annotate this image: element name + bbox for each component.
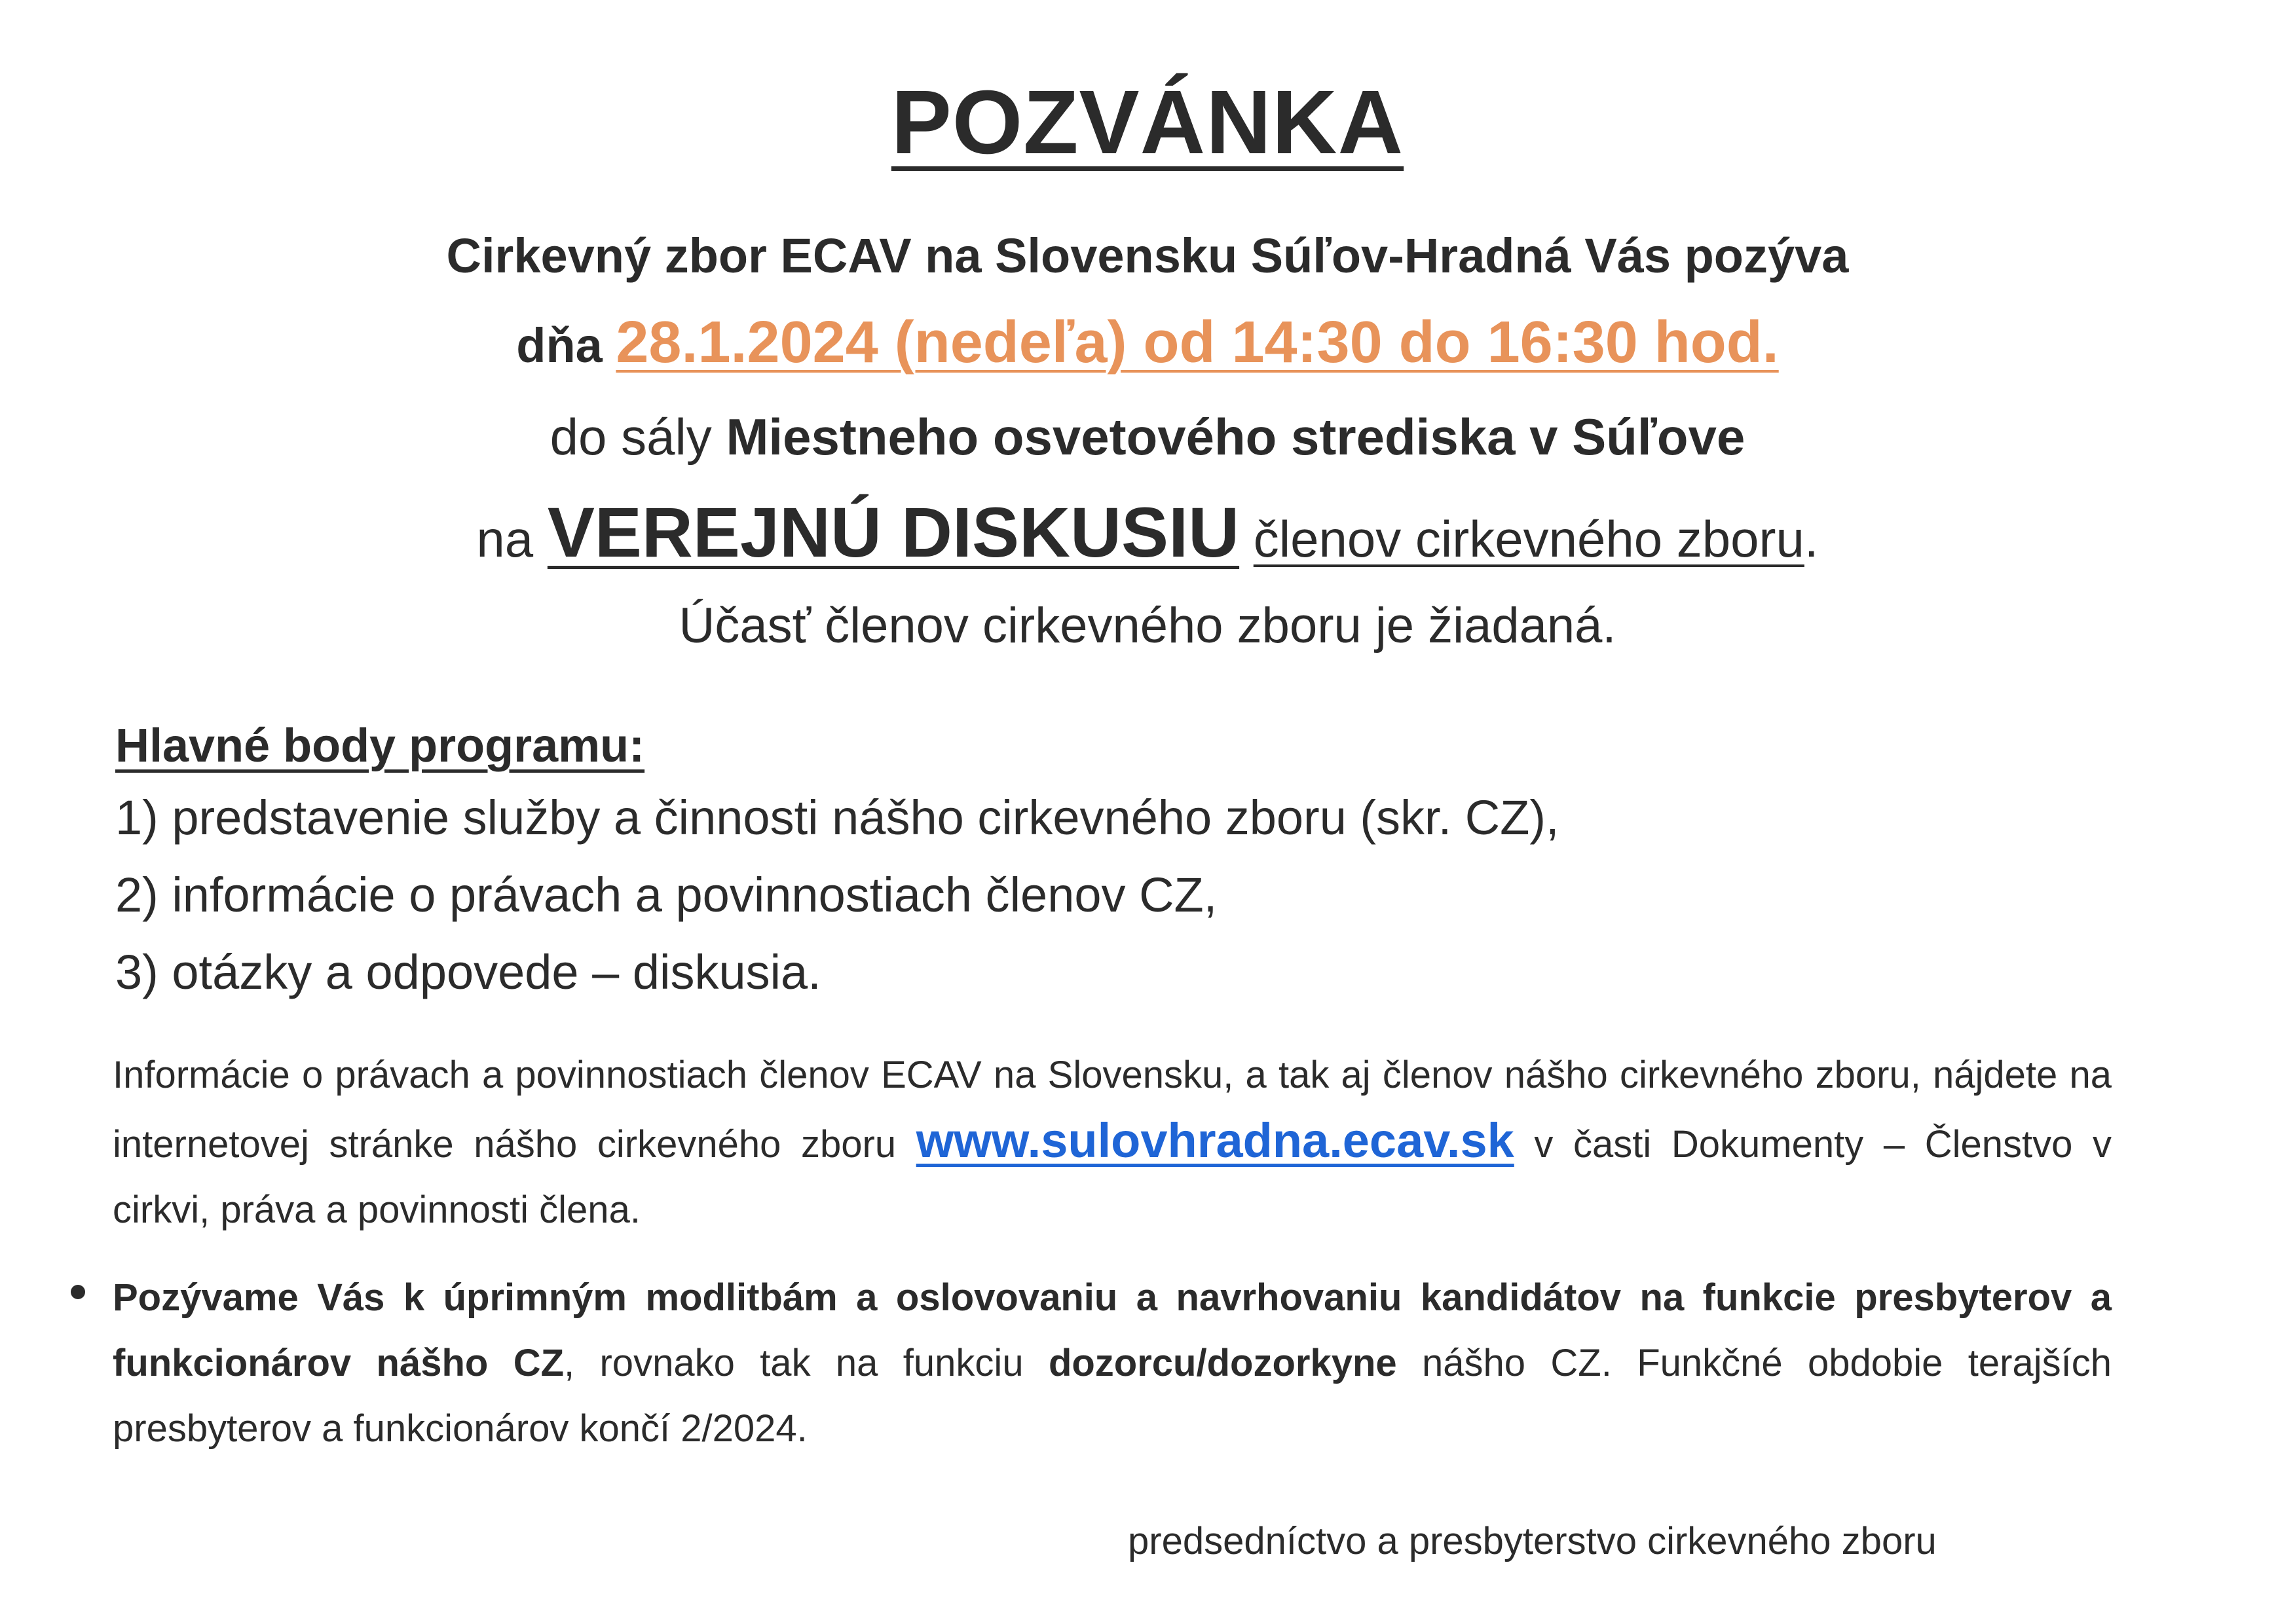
notice-paragraph (113, 1265, 2112, 1462)
event-type: VEREJNÚ DISKUSIU (547, 492, 1240, 572)
event-date: 28.1.2024 (nedeľa) od 14:30 do 16:30 hod. (616, 310, 1779, 375)
date-line (0, 309, 2295, 377)
inviter-line: Cirkevný zbor ECAV na Slovensku Súľov-Hradná Vás pozýva (446, 229, 1849, 283)
place-line (0, 407, 2295, 467)
bullet-icon (71, 1285, 85, 1299)
notice-bold: Pozývame Vás k úprimným modlitbám a oslovovaniu a navrhovaniu kandidátov na funkcie presbyterov a funkcionárov nášho CZ (113, 1276, 2112, 1384)
info-text-end: v časti Dokumenty – Členstvo v cirkvi, práva a povinnosti člena. (113, 1123, 2112, 1231)
info-paragraph (113, 1043, 2112, 1243)
program-item: 1) predstavenie služby a činnosti nášho cirkevného zboru (skr. CZ), (115, 790, 1559, 845)
signature: predsedníctvo a presbyterstvo cirkevného zboru (1128, 1520, 1937, 1562)
title-text: POZVÁNKA (891, 72, 1404, 173)
event-line-end: . (1804, 510, 1819, 568)
notice-role: dozorcu/dozorkyne (1048, 1342, 1397, 1384)
page-title (0, 71, 2295, 175)
event-place: Miestneho osvetového strediska v Súľove (726, 408, 1745, 466)
program-item: 3) otázky a odpovede – diskusia. (115, 945, 821, 999)
website-link[interactable]: www.sulovhradna.ecav.sk (916, 1113, 1514, 1168)
date-prefix: dňa (516, 318, 616, 373)
place-prefix: do sály (550, 408, 726, 466)
notice-text: , rovnako tak na funkciu (564, 1342, 1049, 1384)
program-heading: Hlavné body programu: (115, 720, 645, 772)
info-text: Informácie o právach a povinnostiach členov ECAV na Slovensku, a tak aj členov nášho cirkevného zboru, nájdete na internetovej stránke nášho cirkevného zboru (113, 1054, 2112, 1166)
attendance-line: Účasť členov cirkevného zboru je žiadaná. (679, 598, 1616, 654)
notice-text-end: nášho CZ. Funkčné obdobie terajších presbyterov a funkcionárov končí 2/2024. (113, 1342, 2112, 1450)
event-type-line (0, 491, 2295, 573)
event-audience: členov cirkevného zboru (1253, 510, 1804, 568)
event-prefix: na (476, 510, 548, 568)
program-item: 2) informácie o právach a povinnostiach členov CZ, (115, 868, 1218, 922)
